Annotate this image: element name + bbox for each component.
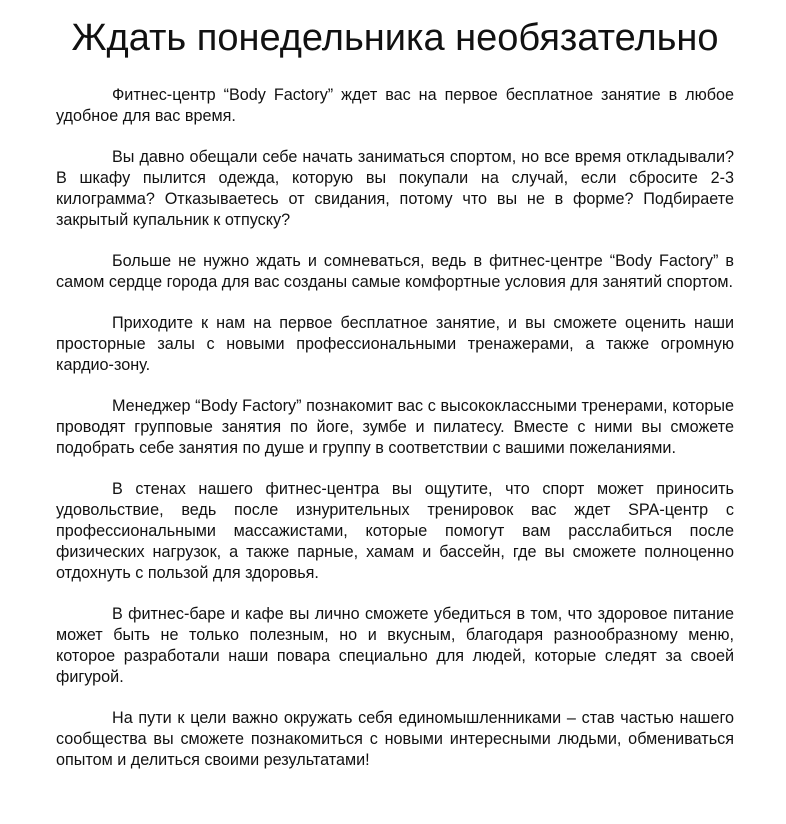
paragraph-trainers: Менеджер “Body Factory” познакомит вас с высококлассными тренерами, которые проводят групповые занятия по йоге, зумбе и пилатесу. Вместе с ними вы сможете подобрать себе занятия по душе и группу в соответствии с вашими пожеланиями.	[56, 397, 734, 457]
paragraph-free-session: Приходите к нам на первое бесплатное занятие, и вы сможете оценить наши просторные залы с новыми профессиональными тренажерами, а также огромную кардио-зону.	[56, 314, 734, 374]
paragraph-questions: Вы давно обещали себе начать заниматься спортом, но все время откладывали? В шкафу пылится одежда, которую вы покупали на случай, если сбросите 2-3 килограмма? Отказываетесь от свидания, потому что вы не в форме? Подбираете закрытый купальник к отпуску?	[56, 148, 734, 229]
paragraph-intro: Фитнес-центр “Body Factory” ждет вас на первое бесплатное занятие в любое удобное для вас время.	[56, 86, 734, 125]
paragraph-spa: В стенах нашего фитнес-центра вы ощутите, что спорт может приносить удовольствие, ведь после изнурительных тренировок вас ждет SPA-центр с профессиональными массажистами, которые помогут вам расслабиться после физических нагрузок, а также парные, хамам и бассейн, где вы сможете полноценно отдохнуть с пользой для здоровья.	[56, 480, 734, 582]
document-title: Ждать понедельника необязательно	[71, 17, 719, 59]
paragraph-community: На пути к цели важно окружать себя единомышленниками – став частью нашего сообщества вы сможете познакомиться с новыми интересными людьми, обмениваться опытом и делиться своими результатами!	[56, 709, 734, 769]
paragraph-comfort: Больше не нужно ждать и сомневаться, ведь в фитнес-центре “Body Factory” в самом сердце города для вас созданы самые комфортные условия для занятий спортом.	[56, 252, 734, 291]
paragraph-fitness-bar: В фитнес-баре и кафе вы лично сможете убедиться в том, что здоровое питание может быть не только полезным, но и вкусным, благодаря разнообразному меню, которое разработали наши повара специально для людей, которые следят за своей фигурой.	[56, 605, 734, 686]
document	[56, 0, 734, 771]
